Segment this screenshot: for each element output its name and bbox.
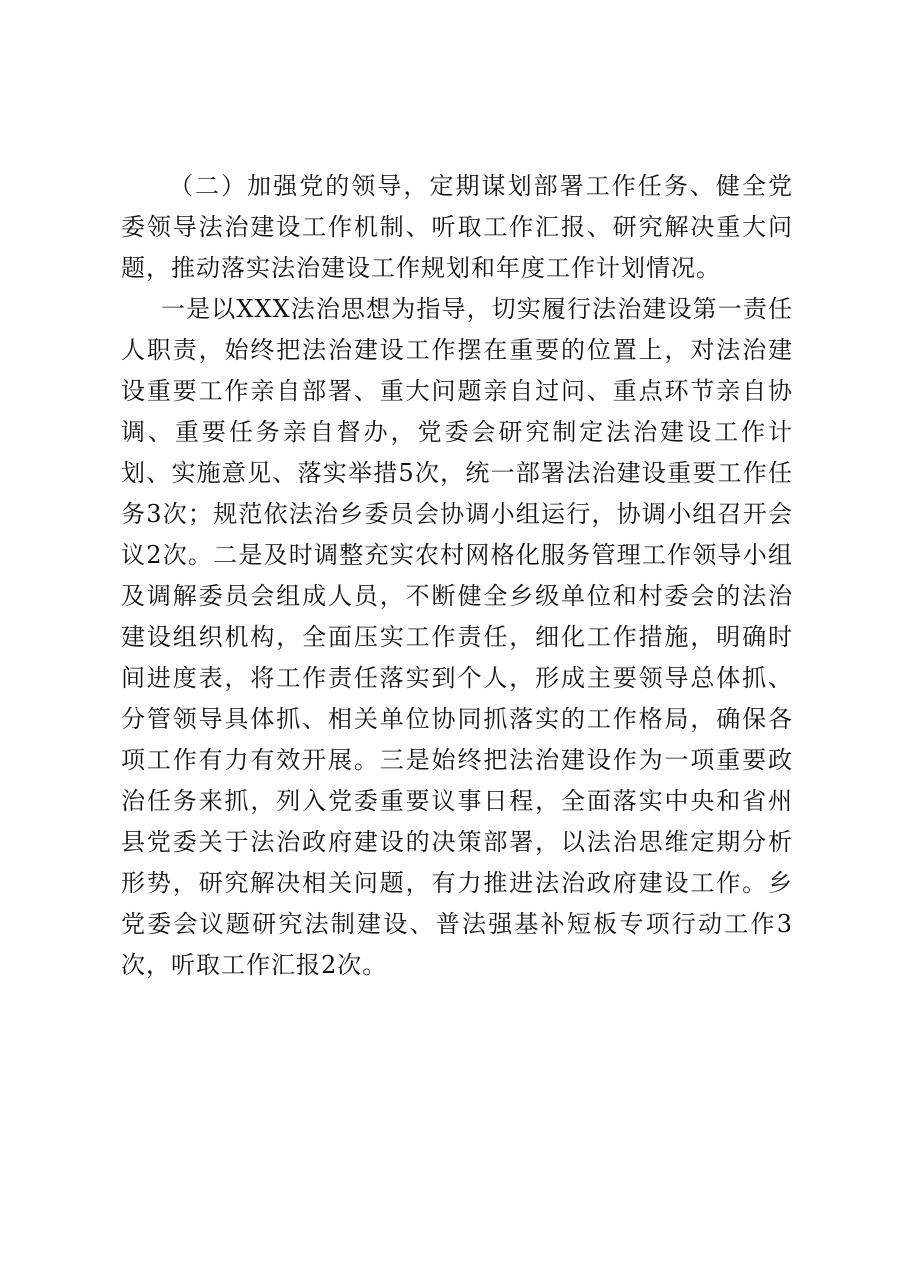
paragraph-section-heading: （二）加强党的领导，定期谋划部署工作任务、健全党委领导法治建设工作机制、听取工作汇报、研究解决重大问题，推动落实法治建设工作规划和年度工作计划情况。	[121, 172, 793, 282]
paragraph-body: 一是以XXX法治思想为指导，切实履行法治建设第一责任人职责，始终把法治建设工作摆在重要的位置上，对法治建设重要工作亲自部署、重大问题亲自过问、重点环节亲自协调、重要任务亲自督办，党委会研究制定法治建设工作计划、实施意见、落实举措5次，统一部署法治建设重要工作任务3次；规范依法治乡委员会协调小组运行，协调小组召开会议2次。二是及时调整充实农村网格化服务管理工作领导小组及调解委员会组成人员，不断健全乡级单位和村委会的法治建设组织机构，全面压实工作责任，细化工作措施，明确时间进度表，将工作责任落实到个人，形成主要领导总体抓、分管领导具体抓、相关单位协同抓落实的工作格局，确保各项工作有力有效开展。三是始终把法治建设作为一项重要政治任务来抓，列入党委重要议事日程，全面落实中央和省州县党委关于法治政府建设的决策部署，以法治思维定期分析形势，研究解决相关问题，有力推进法治政府建设工作。乡党委会议题研究法制建设、普法强基补短板专项行动工作3次，听取工作汇报2次。	[121, 295, 793, 979]
document-body	[121, 166, 793, 986]
